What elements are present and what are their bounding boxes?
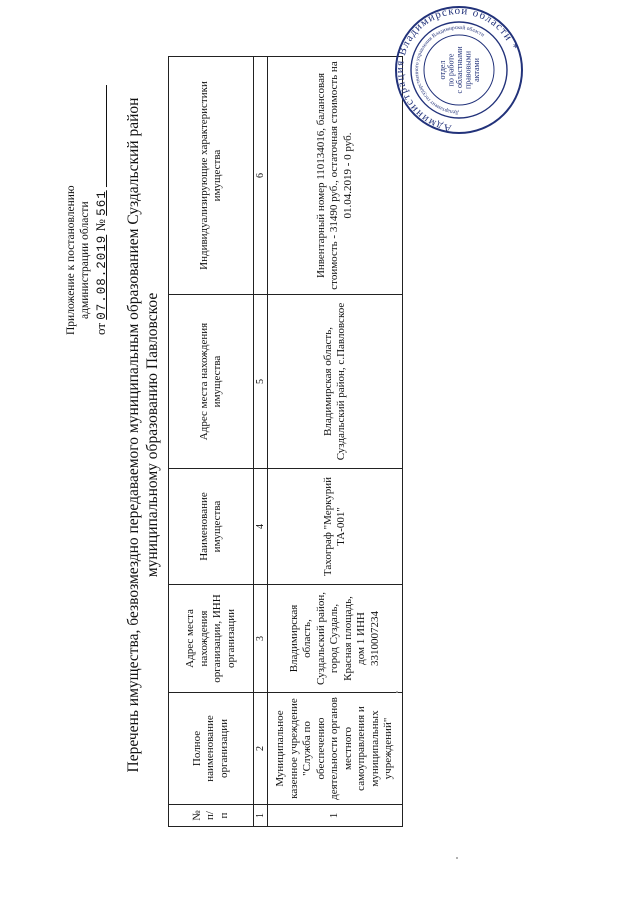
table-header-row [169,57,254,827]
row-number: 1 [268,805,403,827]
col-num: 6 [254,57,268,295]
row-property-name: Тахограф "Меркурий ТА-001" [268,469,403,585]
header-property-name: Наименование имущества [169,469,254,585]
title-line-1: Перечень имущества, безвозмездно передаваемого муниципальным образованием Суздальский район [125,97,142,773]
date-prefix: от [93,322,108,335]
row-org-address: Владимирская область, Суздальский район, город Суздаль, Красная площадь, дом 1 ИНН 3310007234 [268,585,403,693]
seal-icon [394,5,524,135]
appendix-date-line [94,35,109,335]
header-property-address: Адрес места нахождения имущества [169,295,254,469]
header-characteristics: Индивидуализирующие характеристики имущества [169,57,254,295]
appendix-line-2: администрации области [79,201,91,319]
official-seal [394,5,524,135]
title-line-2: муниципальному образованию Павловское [144,292,161,578]
header-org-name: Полное наименование организации [169,693,254,805]
seal-center-line: правовыми [463,50,473,90]
appendix-number: 561 [95,190,109,216]
column-number-row [254,57,268,827]
row-org-name: Муниципальное казенное учреждение "Служба по обеспечению деятельности органов местного самоуправления и муниципальных учреждений" [268,693,403,805]
seal-center-line: по работе [446,53,456,87]
col-num: 5 [254,295,268,469]
seal-center-line: с областными [455,46,464,94]
svg-text:Департамент государственного у: Департамент государственного управления Владимирской области [413,24,486,116]
seal-center-line: актами [472,58,482,82]
row-property-address: Владимирская область, Суздальский район, с.Павловское [268,295,403,469]
col-num: 1 [254,805,268,827]
col-num: 2 [254,693,268,805]
table-row [268,57,403,827]
appendix-line-1: Приложение к постановлению [65,185,77,335]
svg-text:Администрация Владимирской обл: Администрация Владимирской области * [394,5,521,135]
document-title [124,45,162,825]
col-num: 4 [254,469,268,585]
seal-center-line: отдел [437,60,447,80]
row-characteristics: Инвентарный номер 110134016, балансовая стоимость - 31490 руб., остаточная стоимость на 01.04.2019 - 0 руб. [268,57,403,295]
number-prefix: № [93,219,108,232]
header-org-address: Адрес места нахождения организации, ИНН организации [169,585,254,693]
header-number: № п/п [169,805,254,827]
appendix-date: 07.08.2019 [95,234,109,320]
property-table [168,56,403,827]
col-num: 3 [254,585,268,693]
appendix-header [64,35,109,335]
